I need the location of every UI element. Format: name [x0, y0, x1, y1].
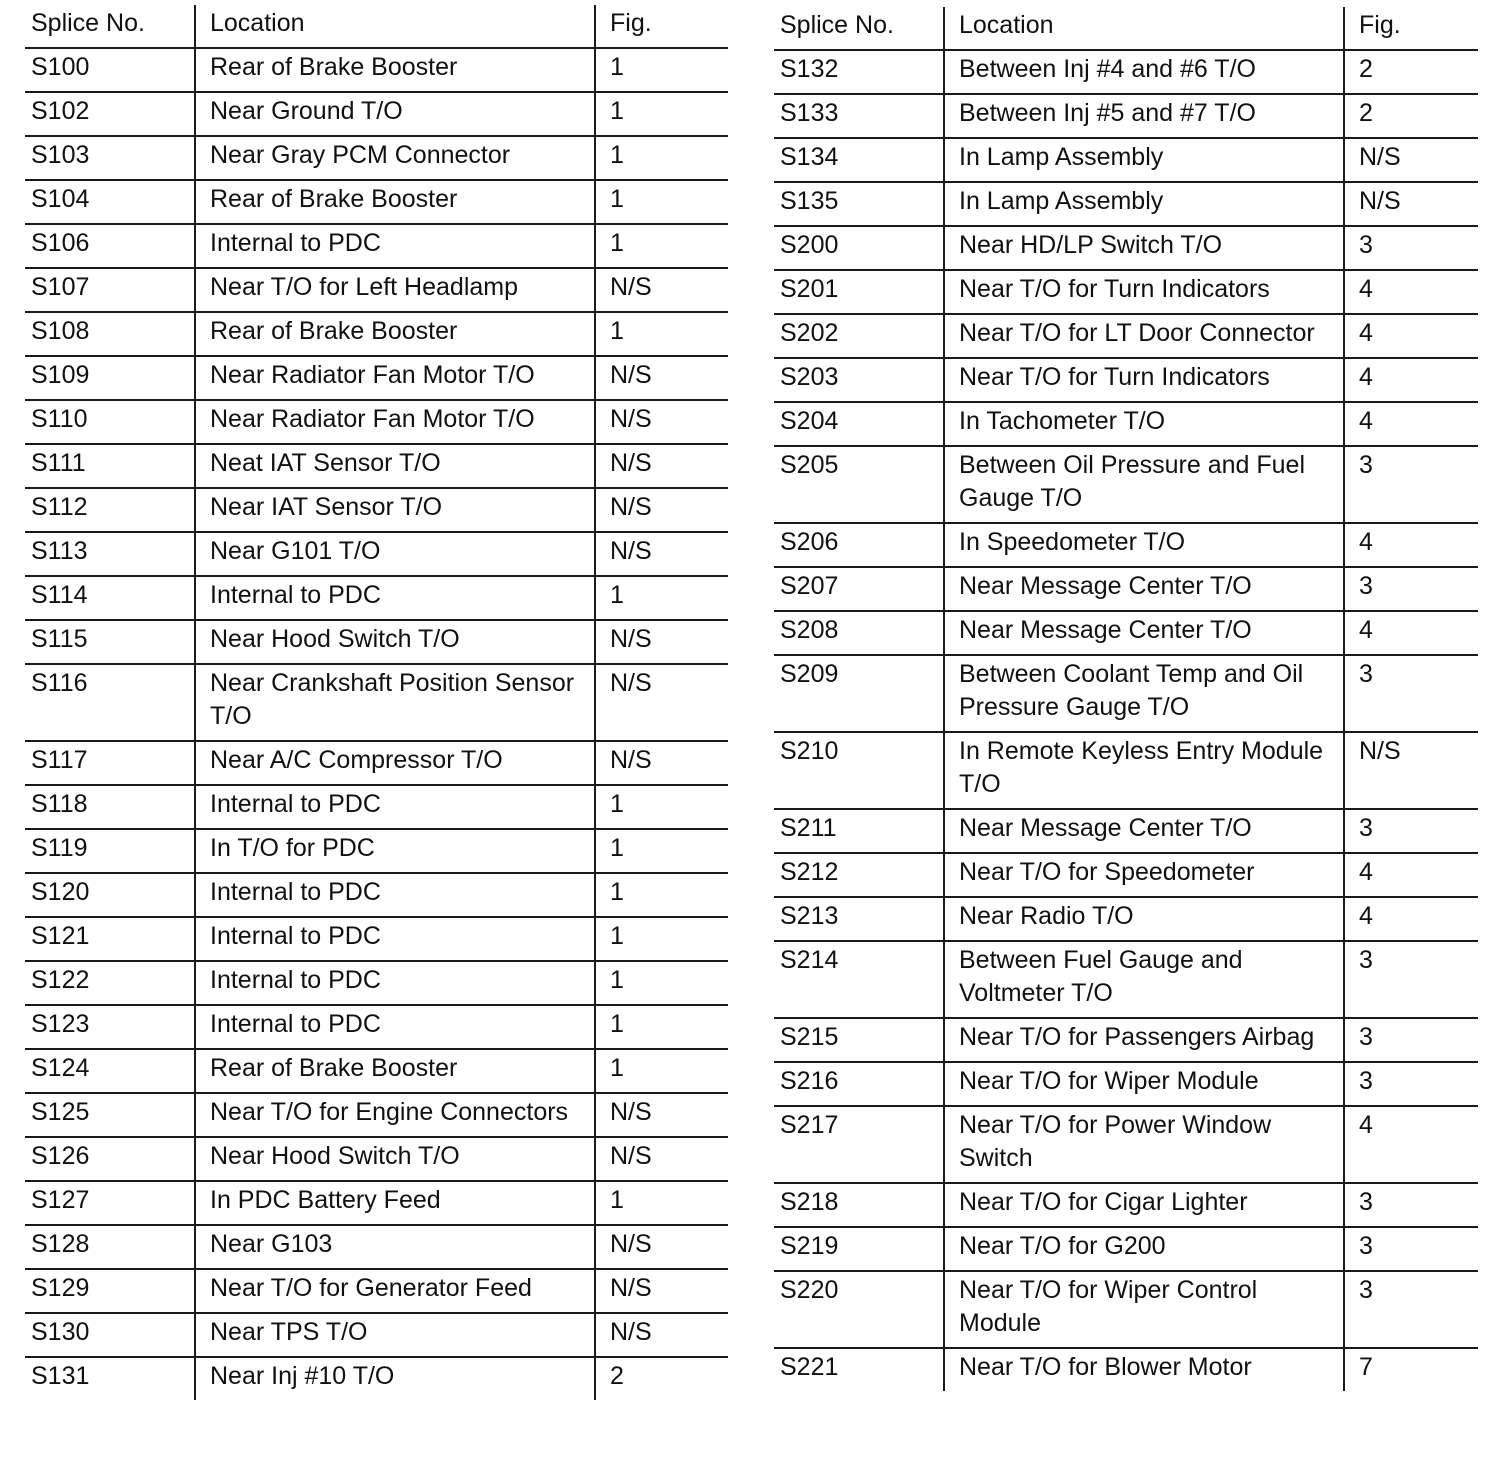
table-body-right	[774, 50, 1478, 1391]
table-row	[774, 446, 1478, 523]
splice-number-cell: S116	[25, 664, 195, 741]
fig-cell: 2	[1344, 50, 1478, 94]
table-row	[25, 961, 728, 1005]
location-cell: Near T/O for Speedometer	[944, 853, 1344, 897]
location-cell: Near T/O for Wiper Module	[944, 1062, 1344, 1106]
fig-cell: 3	[1344, 809, 1478, 853]
table-row	[774, 270, 1478, 314]
splice-number-cell: S119	[25, 829, 195, 873]
fig-cell: 2	[1344, 94, 1478, 138]
splice-number-cell: S124	[25, 1049, 195, 1093]
splice-number-cell: S211	[774, 809, 944, 853]
location-cell: Neat IAT Sensor T/O	[195, 444, 595, 488]
fig-cell: N/S	[595, 1269, 728, 1313]
fig-cell: 1	[595, 961, 728, 1005]
fig-cell: 4	[1344, 314, 1478, 358]
fig-cell: N/S	[595, 1093, 728, 1137]
fig-cell: 1	[595, 224, 728, 268]
table-row	[25, 917, 728, 961]
location-cell: Between Coolant Temp and Oil Pressure Gauge T/O	[944, 655, 1344, 732]
splice-number-cell: S206	[774, 523, 944, 567]
table-row	[774, 1348, 1478, 1391]
splice-number-cell: S212	[774, 853, 944, 897]
splice-number-cell: S135	[774, 182, 944, 226]
fig-cell: 3	[1344, 1271, 1478, 1348]
location-cell: Near T/O for Passengers Airbag	[944, 1018, 1344, 1062]
splice-number-cell: S221	[780, 1353, 839, 1381]
splice-number-cell: S203	[774, 358, 944, 402]
header-fig: Fig.	[595, 5, 728, 48]
fig-cell: N/S	[595, 741, 728, 785]
fig-cell: 3	[1344, 1018, 1478, 1062]
splice-number-cell: S100	[25, 48, 195, 92]
table-row	[25, 873, 728, 917]
splice-number-cell: S117	[25, 741, 195, 785]
location-cell: Near G101 T/O	[195, 532, 595, 576]
fig-cell: 3	[1344, 655, 1478, 732]
table-row	[25, 1357, 728, 1400]
location-cell: Near Ground T/O	[195, 92, 595, 136]
location-cell: In Tachometer T/O	[944, 402, 1344, 446]
splice-number-cell: S126	[25, 1137, 195, 1181]
location-cell: In Lamp Assembly	[944, 138, 1344, 182]
table-row	[774, 358, 1478, 402]
fig-cell: 1	[595, 873, 728, 917]
table-row	[25, 785, 728, 829]
table-row	[25, 532, 728, 576]
location-cell: Near Gray PCM Connector	[195, 136, 595, 180]
splice-number-cell: S111	[25, 444, 195, 488]
table-row	[25, 136, 728, 180]
location-cell: Near T/O for Engine Connectors	[195, 1093, 595, 1137]
splice-table-left	[25, 5, 728, 1400]
fig-cell: 4	[1344, 897, 1478, 941]
location-cell: Near Radiator Fan Motor T/O	[195, 400, 595, 444]
table-row	[25, 180, 728, 224]
table-row	[25, 1313, 728, 1357]
location-cell: Rear of Brake Booster	[195, 48, 595, 92]
splice-number-cell: S107	[25, 268, 195, 312]
location-cell: Between Inj #5 and #7 T/O	[944, 94, 1344, 138]
splice-number-cell: S123	[25, 1005, 195, 1049]
header-location: Location	[195, 5, 595, 48]
location-cell: In PDC Battery Feed	[195, 1181, 595, 1225]
location-cell: Near Radio T/O	[944, 897, 1344, 941]
location-cell: Near T/O for Cigar Lighter	[944, 1183, 1344, 1227]
splice-number-cell: S115	[25, 620, 195, 664]
table-row	[774, 314, 1478, 358]
splice-table-right	[774, 7, 1478, 1391]
header-splice-no: Splice No.	[774, 7, 944, 50]
table-row	[774, 94, 1478, 138]
table-row	[25, 1269, 728, 1313]
header-splice-no: Splice No.	[25, 5, 195, 48]
fig-cell: 4	[1344, 402, 1478, 446]
splice-number-cell: S213	[774, 897, 944, 941]
location-cell: Near IAT Sensor T/O	[195, 488, 595, 532]
fig-cell: N/S	[595, 1313, 728, 1357]
table-row	[774, 853, 1478, 897]
location-cell: Internal to PDC	[195, 224, 595, 268]
table-row	[25, 444, 728, 488]
splice-number-cell: S121	[25, 917, 195, 961]
fig-cell: 3	[1344, 226, 1478, 270]
location-cell: In T/O for PDC	[195, 829, 595, 873]
table-row	[25, 620, 728, 664]
fig-cell: 1	[595, 48, 728, 92]
location-cell: Near Message Center T/O	[944, 611, 1344, 655]
fig-cell: 1	[595, 829, 728, 873]
fig-cell: N/S	[595, 356, 728, 400]
location-cell: Near T/O for G200	[944, 1227, 1344, 1271]
location-cell: Near Inj #10 T/O	[195, 1357, 595, 1400]
location-cell: Near Radiator Fan Motor T/O	[195, 356, 595, 400]
table-row	[25, 312, 728, 356]
splice-number-cell: S217	[774, 1106, 944, 1183]
fig-cell: 4	[1344, 1106, 1478, 1183]
table-row	[25, 1049, 728, 1093]
splice-number-cell: S118	[25, 785, 195, 829]
splice-number-cell: S128	[25, 1225, 195, 1269]
table-row	[774, 655, 1478, 732]
location-cell: Rear of Brake Booster	[195, 180, 595, 224]
splice-number-cell: S218	[774, 1183, 944, 1227]
splice-number-cell: S130	[25, 1313, 195, 1357]
fig-cell: 1	[595, 136, 728, 180]
fig-cell: N/S	[595, 268, 728, 312]
splice-number-cell: S208	[774, 611, 944, 655]
splice-number-cell: S127	[25, 1181, 195, 1225]
splice-number-cell: S201	[774, 270, 944, 314]
table-row	[25, 1093, 728, 1137]
fig-cell: N/S	[1344, 138, 1478, 182]
location-cell: In Lamp Assembly	[944, 182, 1344, 226]
table-row	[25, 224, 728, 268]
splice-number-cell: S110	[25, 400, 195, 444]
splice-number-cell: S210	[774, 732, 944, 809]
location-cell: Internal to PDC	[195, 1005, 595, 1049]
location-cell: In Speedometer T/O	[944, 523, 1344, 567]
table-row	[774, 523, 1478, 567]
fig-cell: 1	[595, 92, 728, 136]
location-cell: Near T/O for Power Window Switch	[944, 1106, 1344, 1183]
location-cell: Near HD/LP Switch T/O	[944, 226, 1344, 270]
splice-number-cell: S215	[774, 1018, 944, 1062]
location-cell: Near Crankshaft Position Sensor T/O	[195, 664, 595, 741]
splice-number-cell: S207	[774, 567, 944, 611]
fig-cell: 3	[1344, 1227, 1478, 1271]
location-cell: Between Fuel Gauge and Voltmeter T/O	[944, 941, 1344, 1018]
splice-number-cell: S200	[774, 226, 944, 270]
splice-number-cell: S120	[25, 873, 195, 917]
table-row	[25, 268, 728, 312]
fig-cell: 1	[595, 1049, 728, 1093]
table-row	[774, 611, 1478, 655]
splice-number-cell: S214	[774, 941, 944, 1018]
table-row	[25, 1225, 728, 1269]
table-row	[774, 809, 1478, 853]
table-row	[774, 567, 1478, 611]
fig-cell: 4	[1344, 611, 1478, 655]
table-body-left	[25, 48, 728, 1400]
splice-number-cell: S209	[774, 655, 944, 732]
table-row	[25, 1005, 728, 1049]
splice-number-cell: S113	[25, 532, 195, 576]
splice-number-cell: S204	[774, 402, 944, 446]
table-row	[774, 1106, 1478, 1183]
header-row	[774, 7, 1478, 50]
splice-number-cell: S132	[774, 50, 944, 94]
fig-cell: 2	[595, 1357, 728, 1400]
location-cell: Near A/C Compressor T/O	[195, 741, 595, 785]
splice-number-cell: S219	[774, 1227, 944, 1271]
splice-number-cell: S133	[774, 94, 944, 138]
location-cell: Internal to PDC	[195, 961, 595, 1005]
splice-number-cell: S202	[774, 314, 944, 358]
table-row	[774, 138, 1478, 182]
table-row	[774, 897, 1478, 941]
fig-cell: N/S	[595, 620, 728, 664]
location-cell: Near Hood Switch T/O	[195, 620, 595, 664]
table-row	[774, 1227, 1478, 1271]
splice-number-cell: S220	[774, 1271, 944, 1348]
splice-number-cell: S129	[25, 1269, 195, 1313]
fig-cell: 1	[595, 917, 728, 961]
fig-cell: 4	[1344, 853, 1478, 897]
location-cell: Near Message Center T/O	[944, 809, 1344, 853]
table-row	[25, 488, 728, 532]
fig-cell: N/S	[1344, 732, 1478, 809]
splice-number-cell: S109	[25, 356, 195, 400]
fig-cell: 3	[1344, 1062, 1478, 1106]
table-row	[25, 400, 728, 444]
location-cell: Near T/O for Turn Indicators	[944, 270, 1344, 314]
location-cell: Internal to PDC	[195, 785, 595, 829]
splice-number-cell: S103	[25, 136, 195, 180]
table-row	[25, 1137, 728, 1181]
location-cell: Near T/O for LT Door Connector	[944, 314, 1344, 358]
table-row	[25, 829, 728, 873]
table-row	[25, 1181, 728, 1225]
fig-cell: 4	[1344, 270, 1478, 314]
splice-number-cell: S134	[774, 138, 944, 182]
table-row	[25, 576, 728, 620]
fig-cell: 1	[595, 312, 728, 356]
location-cell: Near G103	[195, 1225, 595, 1269]
table-row	[774, 1183, 1478, 1227]
fig-cell: 4	[1344, 523, 1478, 567]
splice-number-cell: S114	[25, 576, 195, 620]
fig-cell: N/S	[595, 444, 728, 488]
table-row	[25, 356, 728, 400]
table-row	[774, 402, 1478, 446]
table-row	[774, 732, 1478, 809]
location-cell: Internal to PDC	[195, 873, 595, 917]
table-row	[774, 182, 1478, 226]
splice-number-cell: S216	[774, 1062, 944, 1106]
fig-cell: N/S	[595, 664, 728, 741]
fig-cell: 7	[1344, 1348, 1478, 1391]
location-cell: Between Inj #4 and #6 T/O	[944, 50, 1344, 94]
fig-cell: 1	[595, 1005, 728, 1049]
splice-number-cell: S104	[25, 180, 195, 224]
location-cell: Near Hood Switch T/O	[195, 1137, 595, 1181]
fig-cell: N/S	[595, 1225, 728, 1269]
location-cell: Between Oil Pressure and Fuel Gauge T/O	[944, 446, 1344, 523]
fig-cell: N/S	[595, 488, 728, 532]
splice-number-cell: S125	[25, 1093, 195, 1137]
fig-cell: 3	[1344, 567, 1478, 611]
location-cell: In Remote Keyless Entry Module T/O	[944, 732, 1344, 809]
table-row	[25, 664, 728, 741]
location-cell: Rear of Brake Booster	[195, 312, 595, 356]
fig-cell: 1	[595, 576, 728, 620]
fig-cell: N/S	[595, 1137, 728, 1181]
table-row	[25, 92, 728, 136]
table-row	[25, 741, 728, 785]
location-cell: Near TPS T/O	[195, 1313, 595, 1357]
location-cell: Near T/O for Blower Motor	[944, 1348, 1344, 1391]
fig-cell: 3	[1344, 1183, 1478, 1227]
header-location: Location	[944, 7, 1344, 50]
fig-cell: 3	[1344, 446, 1478, 523]
fig-cell: 3	[1344, 941, 1478, 1018]
location-cell: Near T/O for Left Headlamp	[195, 268, 595, 312]
fig-cell: 1	[595, 180, 728, 224]
fig-cell: 4	[1344, 358, 1478, 402]
table-row	[774, 941, 1478, 1018]
table-row	[774, 1018, 1478, 1062]
location-cell: Near T/O for Generator Feed	[195, 1269, 595, 1313]
fig-cell: 1	[595, 1181, 728, 1225]
splice-number-cell: S205	[774, 446, 944, 523]
fig-cell: 1	[595, 785, 728, 829]
header-row	[25, 5, 728, 48]
table-row	[25, 48, 728, 92]
table-row	[774, 50, 1478, 94]
location-cell: Internal to PDC	[195, 576, 595, 620]
splice-number-cell: S112	[25, 488, 195, 532]
fig-cell: N/S	[595, 532, 728, 576]
header-fig: Fig.	[1344, 7, 1478, 50]
table-row	[774, 226, 1478, 270]
splice-number-cell: S122	[25, 961, 195, 1005]
splice-number-cell: S102	[25, 92, 195, 136]
splice-number-cell: S108	[25, 312, 195, 356]
location-cell: Near T/O for Turn Indicators	[944, 358, 1344, 402]
splice-number-cell: S106	[25, 224, 195, 268]
location-cell: Rear of Brake Booster	[195, 1049, 595, 1093]
fig-cell: N/S	[595, 400, 728, 444]
fig-cell: N/S	[1344, 182, 1478, 226]
location-cell: Internal to PDC	[195, 917, 595, 961]
location-cell: Near Message Center T/O	[944, 567, 1344, 611]
splice-number-cell: S131	[31, 1362, 90, 1390]
table-row	[774, 1062, 1478, 1106]
location-cell: Near T/O for Wiper Control Module	[944, 1271, 1344, 1348]
table-row	[774, 1271, 1478, 1348]
